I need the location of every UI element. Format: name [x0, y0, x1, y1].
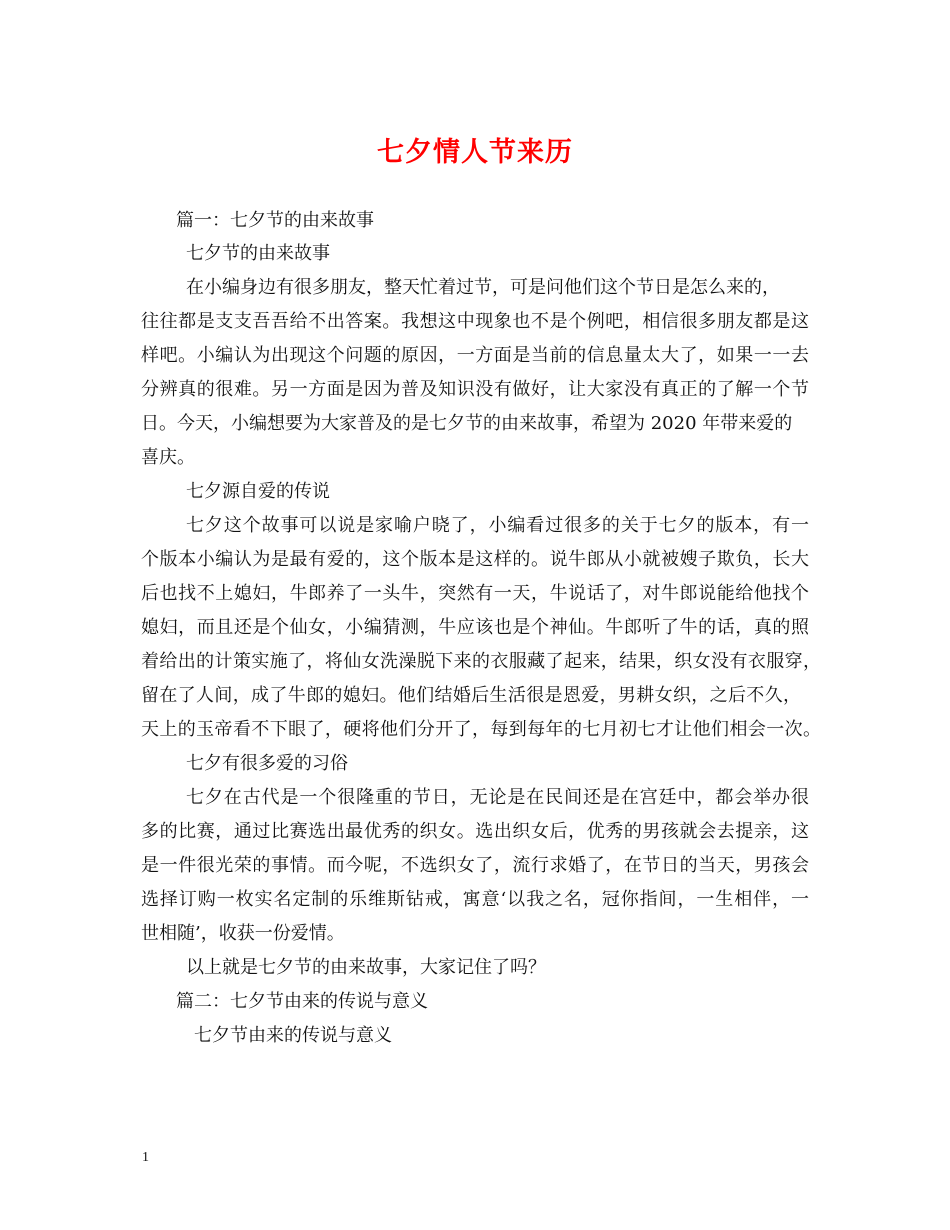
- paragraph-line: 个版本小编认为是最有爱的，这个版本是这样的。说牛郎从小就被嫂子欺负，长大: [141, 549, 809, 570]
- subheading-legend: 七夕源自爱的传说: [186, 481, 330, 502]
- paragraph-line: 分辨真的很难。另一方面是因为普及知识没有做好，让大家没有真正的了解一个节: [141, 379, 809, 400]
- paragraph-line: 七夕这个故事可以说是家喻户晓了，小编看过很多的关于七夕的版本，有一: [186, 515, 809, 536]
- subheading-customs: 七夕有很多爱的习俗: [186, 753, 348, 774]
- paragraph-line: 选择订购一枚实名定制的乐维斯钻戒，寓意‘以我之名，冠你指间，一生相伴，一: [141, 889, 809, 910]
- subheading-origin-story: 七夕节的由来故事: [186, 243, 330, 264]
- paragraph-line: 是一件很光荣的事情。而今呢，不选织女了，流行求婚了，在节日的当天，男孩会: [141, 855, 809, 876]
- paragraph-line: 天上的玉帝看不下眼了，硬将他们分开了，每到每年的七月初七才让他们相会一次。: [141, 719, 821, 740]
- paragraph-line: 往往都是支支吾吾给不出答案。我想这中现象也不是个例吧，相信很多朋友都是这: [141, 311, 809, 332]
- paragraph-line: 喜庆。: [141, 447, 195, 468]
- page-number: 1: [142, 1150, 149, 1165]
- paragraph-line: 七夕在古代是一个很隆重的节日，无论是在民间还是在宫廷中，都会举办很: [186, 787, 809, 808]
- subheading-legend-meaning: 七夕节由来的传说与意义: [194, 1025, 392, 1046]
- paragraph-line: 媳妇，而且还是个仙女，小编猜测，牛应该也是个神仙。牛郎听了牛的话，真的照: [141, 617, 809, 638]
- section-heading-2: 篇二：七夕节由来的传说与意义: [176, 991, 428, 1012]
- paragraph-line: 后也找不上媳妇，牛郎养了一头牛，突然有一天，牛说话了，对牛郎说能给他找个: [141, 583, 809, 604]
- closing-line: 以上就是七夕节的由来故事，大家记住了吗？: [186, 957, 546, 978]
- paragraph-line: 日。今天，小编想要为大家普及的是七夕节的由来故事，希望为 2020 年带来爱的: [141, 413, 793, 434]
- paragraph-line: 多的比赛，通过比赛选出最优秀的织女。选出织女后，优秀的男孩就会去提亲，这: [141, 821, 809, 842]
- document-title: 七夕情人节来历: [377, 137, 573, 168]
- paragraph-line: 着给出的计策实施了，将仙女洗澡脱下来的衣服藏了起来，结果，织女没有衣服穿，: [141, 651, 821, 672]
- paragraph-line: 留在了人间，成了牛郎的媳妇。他们结婚后生活很是恩爱，男耕女织，之后不久，: [141, 685, 801, 706]
- paragraph-line: 世相随’，收获一份爱情。: [141, 923, 345, 944]
- section-heading-1: 篇一：七夕节的由来故事: [176, 210, 374, 231]
- paragraph-line: 在小编身边有很多朋友，整天忙着过节，可是问他们这个节日是怎么来的，: [186, 277, 780, 298]
- paragraph-line: 样吧。小编认为出现这个问题的原因，一方面是当前的信息量太大了，如果一一去: [141, 345, 809, 366]
